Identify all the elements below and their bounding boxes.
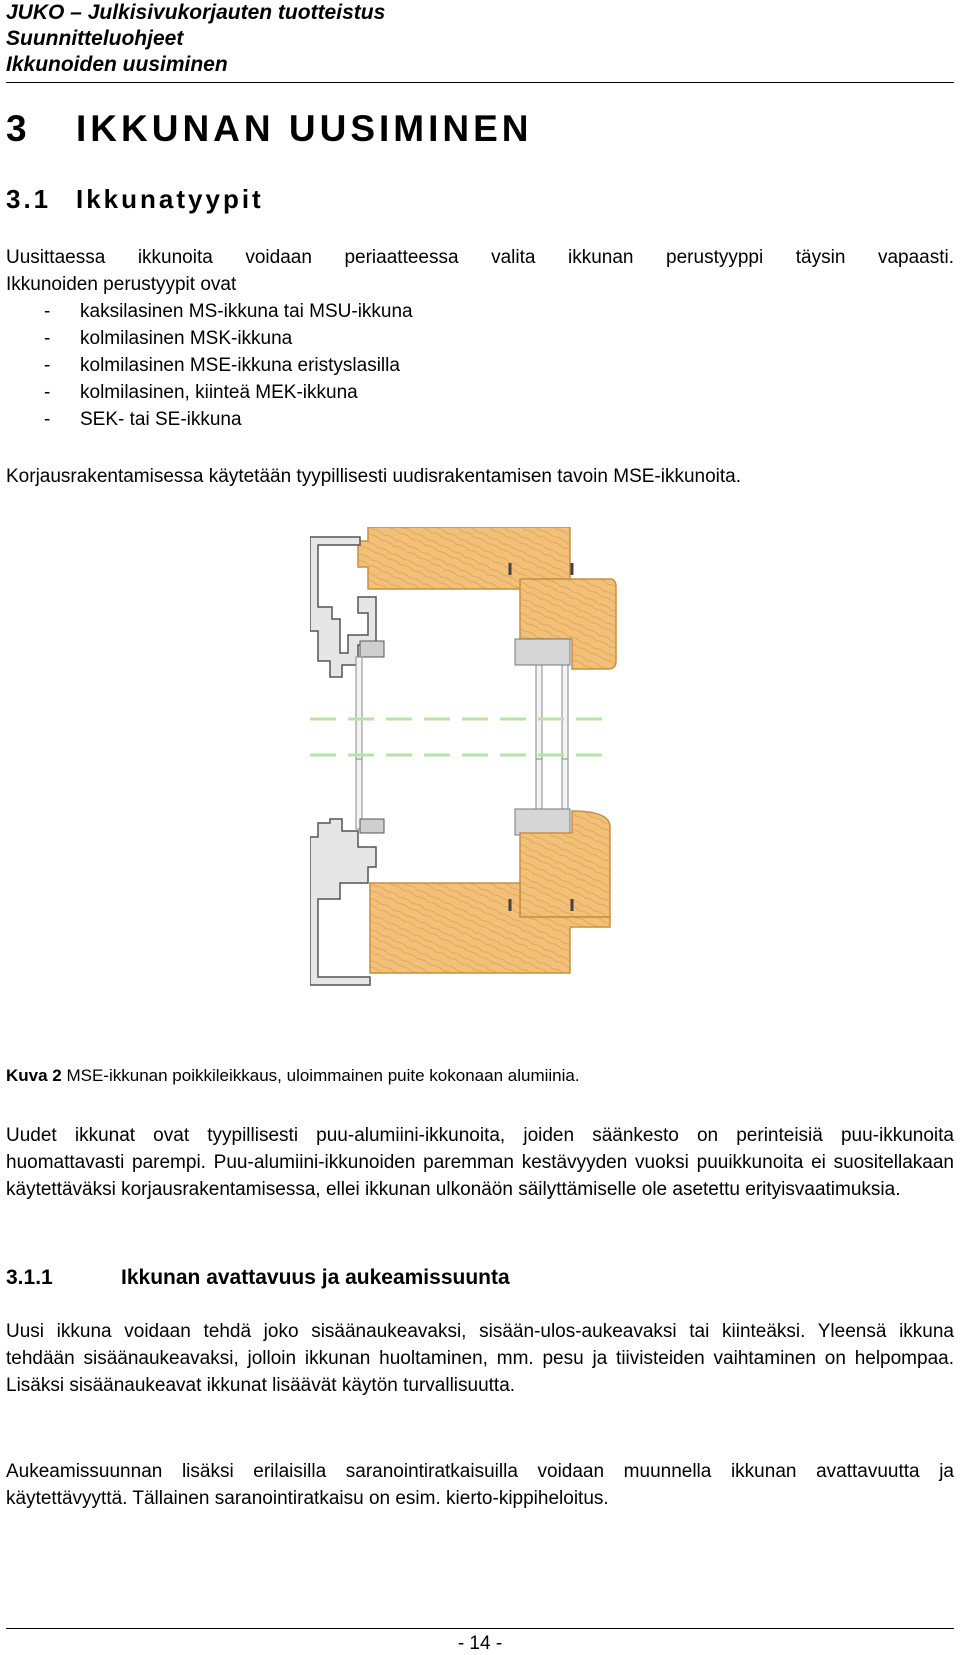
- intro-paragraph: [6, 244, 954, 298]
- subsection-number: 3.1.1: [6, 1266, 53, 1289]
- glass-pane: [356, 657, 362, 762]
- running-header: [6, 0, 954, 78]
- subsection-heading: [6, 1266, 510, 1290]
- chapter-number: 3: [6, 108, 31, 149]
- caption-label: Kuva 2: [6, 1066, 62, 1085]
- chapter-heading: [6, 108, 533, 150]
- subsection-title: Ikkunan avattavuus ja aukeamissuunta: [121, 1266, 510, 1289]
- section-title: Ikkunatyypit: [76, 184, 264, 214]
- opening-paragraph: Uusi ikkuna voidaan tehdä joko sisäänaukeavaksi, sisään-ulos-aukeavaksi tai kiinteäksi. Yleensä ikkuna tehdään sisäänaukeavaksi, jolloin ikkunan huoltaminen, mm. pesu ja tiivisteiden vaihtaminen on helpompaa. Lisäksi sisäänaukeavat ikkunat lisäävät käytön turvallisuutta.: [6, 1321, 954, 1396]
- header-project: JUKO – Julkisivukorjauten tuotteistus: [6, 1, 386, 24]
- mse-paragraph: Korjausrakentamisessa käytetään tyypillisesti uudisrakentamisen tavoin MSE-ikkunoita.: [6, 466, 742, 487]
- list-item: - kaksilasinen MS-ikkuna tai MSU-ikkuna: [44, 301, 413, 322]
- new-windows-paragraph: Uudet ikkunat ovat tyypillisesti puu-alumiini-ikkunoita, joiden säänkesto on perinteisiä puu-ikkunoita huomattavasti parempi. Puu-alumiini-ikkunoiden paremman kestävyyden vuoksi puuikkunoita ei suositellakaan käytettäväksi korjausrakentamisessa, ellei ikkunan ulkonäön säilyttämiselle ole asetettu erityisvaatimuksia.: [6, 1125, 954, 1200]
- intro-line-2: Ikkunoiden perustyypit ovat: [6, 274, 237, 295]
- bottom-gasket: [360, 819, 384, 833]
- list-item: - kolmilasinen MSK-ikkuna: [44, 328, 293, 349]
- header-doc-title: Ikkunoiden uusiminen: [6, 53, 228, 76]
- section-heading: [6, 184, 264, 215]
- top-gasket: [360, 641, 384, 657]
- figure-caption: [6, 1066, 580, 1086]
- page-number: - 14 -: [457, 1633, 503, 1654]
- bottom-glass-spacer: [515, 809, 570, 835]
- bottom-aluminium-profile: [310, 819, 376, 985]
- caption-text: MSE-ikkunan poikkileikkaus, uloimmainen puite kokonaan alumiinia.: [61, 1066, 580, 1085]
- header-divider: [6, 82, 954, 83]
- section-number: 3.1: [6, 184, 52, 214]
- list-item: - SEK- tai SE-ikkuna: [44, 409, 242, 430]
- header-doc-type: Suunnitteluohjeet: [6, 27, 184, 50]
- window-types-list: [6, 298, 413, 433]
- intro-line-1: Uusittaessa ikkunoita voidaan periaatteessa valita ikkunan perustyyppi täysin vapaasti.: [6, 247, 954, 268]
- footer-divider: [6, 1628, 954, 1629]
- list-item: - kolmilasinen MSE-ikkuna eristyslasilla: [44, 355, 400, 376]
- chapter-title: IKKUNAN UUSIMINEN: [76, 108, 533, 149]
- hinges-paragraph: Aukeamissuunnan lisäksi erilaisilla saranointiratkaisuilla voidaan muunnella ikkunan avattavuutta ja käytettävyyttä. Tällainen saranointiratkaisu on esim. kierto-kippiheloitus.: [6, 1461, 954, 1509]
- list-item: - kolmilasinen, kiinteä MEK-ikkuna: [44, 382, 358, 403]
- window-cross-section-figure: [310, 527, 650, 1032]
- top-glass-spacer: [515, 639, 570, 665]
